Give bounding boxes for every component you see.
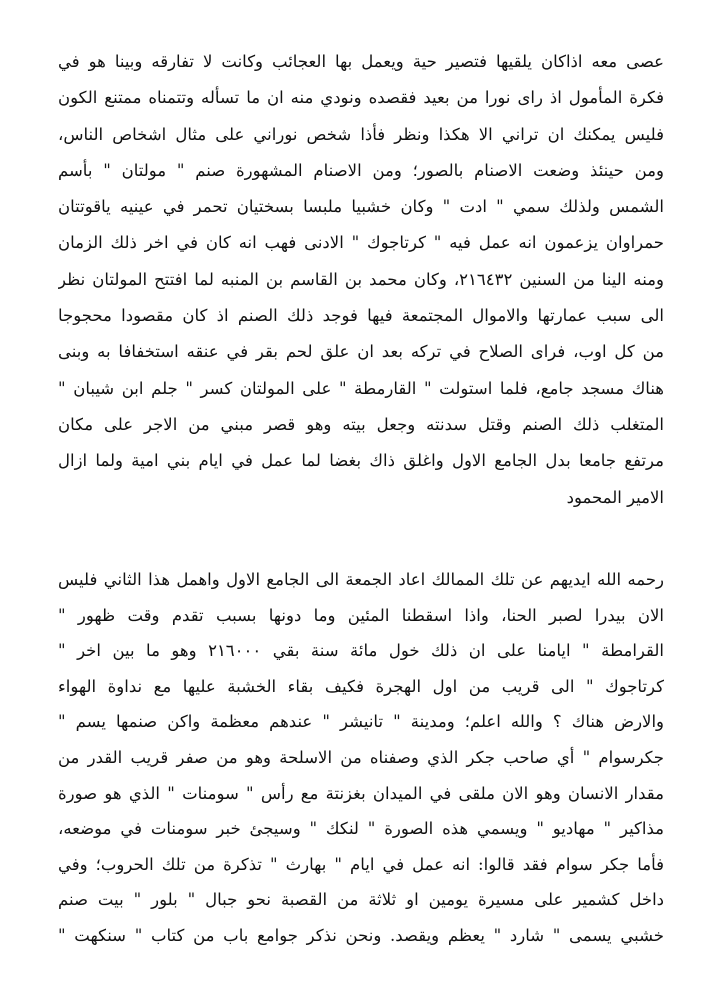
text-line: فكرة المأمول اذ راى نورا من بعيد فقصده ونودي منه ان ما تسأله وتتمناه ممتنع الكون	[58, 88, 664, 108]
text-line: ومن حينئذ وضعت الاصنام بالصور؛ ومن الاصنام المشهورة صنم " مولتان " بأسم	[58, 160, 664, 180]
text-line: الان بيدرا لصبر الحنا، واذا اسقطنا المئين وما دونها بسبب تقدم وقت ظهور "	[58, 605, 664, 625]
text-line: هناك مسجد جامع، فلما استولت " القارمطة " على المولتان كسر " جلم ابن شيبان "	[58, 378, 664, 398]
text-line: مذاكير " مهاديو " ويسمي هذه الصورة " لنكك " وسيجئ خبر سومنات في موضعه،	[58, 819, 664, 839]
text-line: حمراوان يزعمون انه عمل فيه " كرتاجوك " الادنى فهب انه كان في اخر ذلك الزمان	[58, 233, 664, 253]
text-line: القرامطة " ايامنا على ان ذلك خول مائة سنة بقي ٢١٦٠٠٠ وهو ما بين اخر "	[58, 641, 664, 661]
paragraph-2	[58, 562, 664, 954]
text-line: فليس يمكنك ان تراني الا هكذا ونظر فأذا شخص نوراني على مثال اشخاص الناس،	[58, 124, 664, 144]
text-line: خشبي يسمى " شارد " يعظم ويقصد. ونحن نذكر جوامع باب من كتاب " سنكهت "	[58, 925, 664, 945]
text-line: داخل كشمير على مسيرة يومين او ثلاثة من القصبة نحو جبال " بلور " بيت صنم	[58, 890, 664, 910]
text-line: عصى معه اذاكان يلقيها فتصير حية ويعمل بها العجائب وكانت لا تفارقه وبينا هو في	[58, 52, 664, 71]
text-line: مقدار الانسان وهو الان ملقى في الميدان بغزنتة مع رأس " سومنات " الذي هو صورة	[58, 783, 664, 803]
paragraph-1	[58, 44, 664, 516]
text-line: الى سبب عمارتها والاموال المجتمعة فيها فوجد ذلك الصنم اذ كان مقصودا محجوجا	[58, 306, 664, 326]
text-line: جكرسوام " أي صاحب جكر الذي وصفناه من الاسلحة وهو من صفر قريب القدر من	[58, 747, 664, 767]
text-line: الشمس ولذلك سمي " ادت " وكان خشبيا ملبسا بسختيان تحمر في عينيه ياقوتتان	[58, 197, 664, 217]
text-line: فأما جكر سوام فقد قالوا: انه عمل في ايام " بهارث " تذكرة من تلك الحروب؛ وفي	[58, 854, 664, 874]
text-line: من كل اوب، فراى الصلاح في تركه بعد ان علق لحم بقر في عنقه استخفافا به وبنى	[58, 342, 664, 362]
text-line: المتغلب ذلك الصنم وقتل سدنته وجعل بيته وهو قصر مبني من الاجر على مكان	[58, 414, 664, 434]
text-line: مرتفع جامعا بدل الجامع الاول واغلق ذاك بغضا لما عمل في ايام بني امية ولما ازال	[58, 451, 664, 471]
text-line: كرتاجوك " الى قريب من اول الهجرة فكيف بقاء الخشبة عليها مع نداوة الهواء	[58, 676, 664, 696]
text-line: الامير المحمود	[566, 487, 664, 507]
text-line: ومنه الينا من السنين ٢١٦٤٣٢، وكان محمد بن القاسم بن المنبه لما افتتح المولتان نظر	[58, 269, 664, 289]
text-line: والارض هناك ؟ والله اعلم؛ ومدينة " تانيشر " عندهم معظمة واكن صنمها يسم "	[58, 712, 664, 732]
text-line: رحمه الله ايديهم عن تلك الممالك اعاد الجمعة الى الجامع الاول واهمل هذا الثاني فليس	[58, 570, 664, 589]
